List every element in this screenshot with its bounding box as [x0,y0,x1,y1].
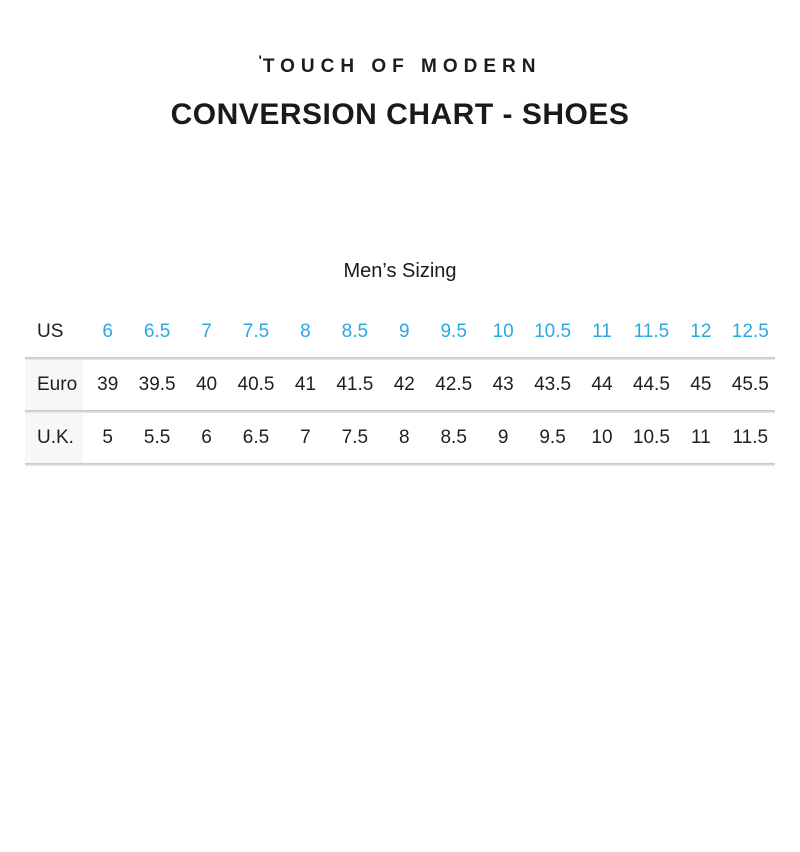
page-title: CONVERSION CHART - SHOES [170,98,630,131]
euro-size-value: 39 [97,374,119,395]
row-label-uk: U.K. [25,413,83,463]
euro-size-value: 42.5 [435,374,473,395]
logo-tick-mark: ' [258,52,263,68]
us-size-value: 9.5 [440,321,467,342]
us-size-value: 6.5 [143,321,171,342]
uk-size-value: 8.5 [440,427,467,448]
euro-size-value: 45.5 [731,374,769,395]
table-row-euro [25,360,775,410]
us-size-value: 7 [201,321,212,342]
brand-logo [0,52,800,78]
us-size-value: 12.5 [731,321,769,342]
size-conversion-table [25,307,775,466]
uk-size-value: 7.5 [341,427,369,448]
euro-size-value: 43.5 [534,374,572,395]
table-row-us [25,307,775,357]
us-size-value: 8 [300,321,311,342]
us-size-value: 11 [592,321,612,342]
uk-size-value: 8 [398,427,410,448]
uk-size-value: 10.5 [632,427,670,448]
euro-size-value: 44 [591,374,613,395]
euro-size-value: 40 [195,374,218,395]
us-size-value: 8.5 [341,321,369,342]
uk-size-value: 5.5 [143,427,171,448]
euro-size-value: 41 [294,374,316,395]
row-divider [25,463,775,466]
uk-size-value: 10 [591,427,613,448]
us-size-value: 6 [102,321,113,342]
euro-size-value: 40.5 [237,374,275,395]
uk-size-value: 9 [497,427,509,448]
table-row-uk [25,413,775,463]
euro-size-value: 41.5 [336,374,374,395]
us-size-value: 7.5 [242,321,270,342]
us-size-value: 9 [398,321,410,342]
euro-size-value: 44.5 [632,374,670,395]
section-title-mens-sizing: Men’s Sizing [343,260,457,282]
uk-size-value: 11 [690,427,711,448]
us-size-value: 10.5 [534,321,572,342]
uk-size-value: 11.5 [732,427,769,448]
uk-size-value: 5 [102,427,113,448]
conversion-chart-page [0,52,800,852]
uk-size-value: 6 [201,427,212,448]
uk-size-value: 7 [300,427,311,448]
logo-text: TOUCH OF MODERN [262,56,542,77]
us-size-value: 11.5 [633,321,670,342]
us-size-value: 12 [690,321,712,342]
us-size-value: 10 [492,321,514,342]
uk-size-value: 9.5 [539,427,566,448]
euro-size-value: 39.5 [138,374,176,395]
euro-size-value: 42 [393,374,415,395]
euro-size-value: 45 [690,374,712,395]
row-label-us: US [37,321,64,342]
row-label-euro: Euro [25,360,83,410]
uk-size-value: 6.5 [242,427,270,448]
euro-size-value: 43 [492,374,514,395]
